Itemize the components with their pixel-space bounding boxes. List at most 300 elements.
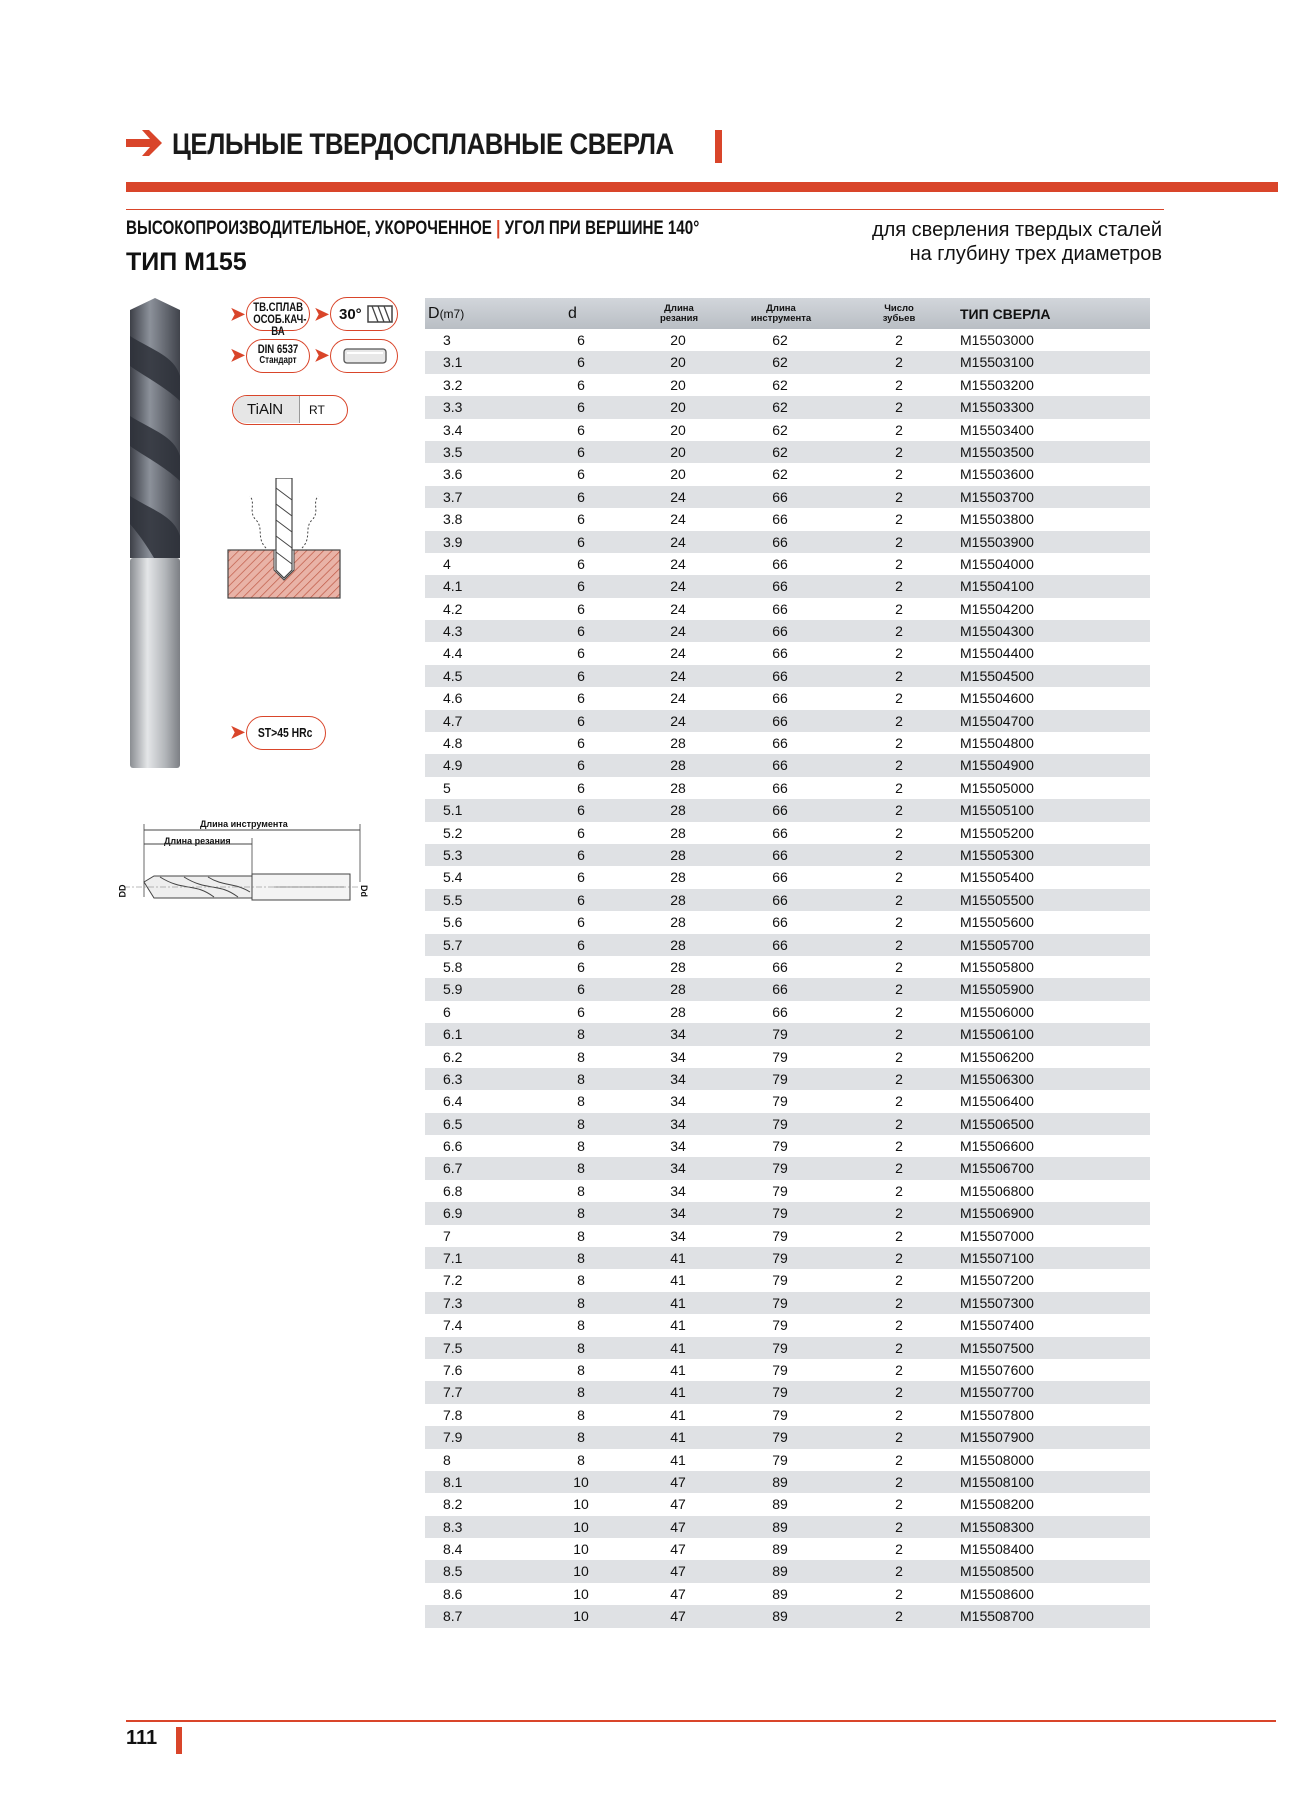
cell-cut-length: 24 <box>670 645 686 662</box>
table-row <box>425 1449 1150 1471</box>
col-D-header <box>428 298 464 329</box>
helix-badge <box>330 297 398 331</box>
cell-code: M15503100 <box>960 354 1034 371</box>
cell-D: 4.6 <box>443 690 463 707</box>
cell-code: M15507300 <box>960 1294 1034 1311</box>
table-row <box>425 351 1150 373</box>
cell-teeth: 2 <box>895 936 903 953</box>
col-cut-line-2: резания <box>659 312 699 324</box>
cell-teeth: 2 <box>895 1115 903 1132</box>
cell-cut-length: 47 <box>670 1518 686 1535</box>
cell-D: 5.9 <box>443 981 463 998</box>
cell-code: M15507000 <box>960 1227 1034 1244</box>
cell-cut-length: 20 <box>670 399 686 416</box>
table-row <box>425 1247 1150 1269</box>
table-row <box>425 1560 1150 1582</box>
cell-d: 6 <box>577 332 585 348</box>
cell-d: 8 <box>577 1160 585 1177</box>
coating-badge <box>232 395 348 425</box>
cell-code: M15503500 <box>960 443 1034 460</box>
cell-teeth: 2 <box>895 511 903 528</box>
cell-cut-length: 24 <box>670 511 686 528</box>
cell-tool-length: 66 <box>772 623 788 640</box>
cell-teeth: 2 <box>895 1518 903 1535</box>
table-row <box>425 1090 1150 1112</box>
cell-cut-length: 28 <box>670 824 686 841</box>
cell-tool-length: 79 <box>772 1406 788 1423</box>
cell-D: 4.7 <box>443 712 463 729</box>
cell-tool-length: 66 <box>772 555 788 572</box>
cell-d: 10 <box>573 1563 589 1580</box>
shank-badge <box>330 339 398 373</box>
cell-d: 6 <box>577 354 585 371</box>
cell-D: 3.8 <box>443 511 463 528</box>
standard-marker-icon: ➤ <box>230 345 246 365</box>
cell-D: 5.2 <box>443 824 463 841</box>
table-row <box>425 463 1150 485</box>
cell-D: 5.5 <box>443 891 463 908</box>
cell-tool-length: 66 <box>772 757 788 774</box>
cell-tool-length: 79 <box>772 1317 788 1334</box>
cell-cut-length: 41 <box>670 1339 686 1356</box>
cell-D: 3 <box>443 332 451 348</box>
cell-tool-length: 66 <box>772 936 788 953</box>
cell-code: M15504500 <box>960 667 1034 684</box>
cell-code: M15503800 <box>960 511 1034 528</box>
cell-D: 6.2 <box>443 1048 463 1065</box>
table-row <box>425 1269 1150 1291</box>
cell-code: M15503600 <box>960 466 1034 483</box>
cell-cut-length: 47 <box>670 1473 686 1490</box>
cell-cut-length: 24 <box>670 600 686 617</box>
cell-d: 6 <box>577 735 585 752</box>
cell-D: 5.1 <box>443 802 463 819</box>
cell-cut-length: 47 <box>670 1608 686 1625</box>
cell-d: 6 <box>577 511 585 528</box>
cell-D: 3.6 <box>443 466 463 483</box>
cell-cut-length: 24 <box>670 667 686 684</box>
cell-D: 3.2 <box>443 376 463 393</box>
cell-d: 8 <box>577 1205 585 1222</box>
cell-tool-length: 66 <box>772 645 788 662</box>
cell-tool-length: 66 <box>772 914 788 931</box>
cell-d: 8 <box>577 1451 585 1468</box>
cell-D: 8.3 <box>443 1518 463 1535</box>
subtitle-separator: | <box>496 218 501 239</box>
cell-teeth: 2 <box>895 667 903 684</box>
table-row <box>425 956 1150 978</box>
cell-cut-length: 24 <box>670 690 686 707</box>
cell-D: 5.8 <box>443 958 463 975</box>
cell-code: M15506800 <box>960 1182 1034 1199</box>
cell-code: M15507100 <box>960 1250 1034 1267</box>
cell-tool-length: 79 <box>772 1227 788 1244</box>
cell-teeth: 2 <box>895 399 903 416</box>
cell-teeth: 2 <box>895 421 903 438</box>
cell-D: 7.7 <box>443 1384 463 1401</box>
cell-d: 8 <box>577 1070 585 1087</box>
cell-tool-length: 66 <box>772 1003 788 1020</box>
cell-cut-length: 47 <box>670 1563 686 1580</box>
cell-D: 3.4 <box>443 421 463 438</box>
cell-teeth: 2 <box>895 1138 903 1155</box>
cell-cut-length: 41 <box>670 1250 686 1267</box>
cell-code: M15505000 <box>960 779 1034 796</box>
cell-cut-length: 34 <box>670 1205 686 1222</box>
cell-tool-length: 66 <box>772 690 788 707</box>
drilling-illustration <box>226 478 342 600</box>
col-D-label: D <box>428 304 440 322</box>
cell-code: M15504600 <box>960 690 1034 707</box>
col-tool-line-1: Длина <box>766 302 796 314</box>
cell-tool-length: 79 <box>772 1250 788 1267</box>
table-row <box>425 732 1150 754</box>
table-row <box>425 1404 1150 1426</box>
cell-cut-length: 28 <box>670 936 686 953</box>
cell-d: 6 <box>577 824 585 841</box>
cell-tool-length: 62 <box>772 421 788 438</box>
cell-tool-length: 62 <box>772 466 788 483</box>
cell-code: M15503700 <box>960 488 1034 505</box>
cell-tool-length: 79 <box>772 1272 788 1289</box>
cell-code: M15508000 <box>960 1451 1034 1468</box>
cell-tool-length: 66 <box>772 846 788 863</box>
cell-cut-length: 34 <box>670 1227 686 1244</box>
cell-D: 4.8 <box>443 735 463 752</box>
page-number: 111 <box>126 1727 158 1749</box>
dimension-diagram <box>124 822 386 912</box>
table-row <box>425 329 1150 351</box>
cell-code: M15503400 <box>960 421 1034 438</box>
cell-teeth: 2 <box>895 1429 903 1446</box>
cell-teeth: 2 <box>895 1003 903 1020</box>
table-row <box>425 1381 1150 1403</box>
helix-icon <box>367 304 393 324</box>
cell-teeth: 2 <box>895 578 903 595</box>
cell-D: 6.4 <box>443 1093 463 1110</box>
cell-cut-length: 41 <box>670 1406 686 1423</box>
cell-cut-length: 24 <box>670 555 686 572</box>
cell-teeth: 2 <box>895 690 903 707</box>
cell-tool-length: 79 <box>772 1070 788 1087</box>
page-number-bar <box>176 1727 182 1754</box>
cell-d: 10 <box>573 1608 589 1625</box>
cell-d: 6 <box>577 555 585 572</box>
cell-d: 6 <box>577 443 585 460</box>
table-row <box>425 1583 1150 1605</box>
cell-teeth: 2 <box>895 1339 903 1356</box>
col-teeth-header <box>874 298 924 329</box>
cell-teeth: 2 <box>895 1070 903 1087</box>
cell-D: 6.7 <box>443 1160 463 1177</box>
cell-cut-length: 47 <box>670 1541 686 1558</box>
cell-teeth: 2 <box>895 1585 903 1602</box>
cell-d: 6 <box>577 421 585 438</box>
cell-tool-length: 66 <box>772 511 788 528</box>
cell-cut-length: 34 <box>670 1026 686 1043</box>
cell-d: 6 <box>577 488 585 505</box>
col-teeth-line-2: зубьев <box>882 312 916 324</box>
cell-code: M15504300 <box>960 623 1034 640</box>
cell-code: M15504700 <box>960 712 1034 729</box>
col-teeth-line-1: Число <box>884 302 914 314</box>
purpose-line-2: на глубину трех диаметров <box>909 243 1162 265</box>
shank-marker-icon: ➤ <box>314 345 330 365</box>
cell-d: 6 <box>577 399 585 416</box>
cell-D: 6.3 <box>443 1070 463 1087</box>
coating-divider <box>299 396 300 423</box>
cell-teeth: 2 <box>895 1182 903 1199</box>
cell-teeth: 2 <box>895 891 903 908</box>
cell-code: M15507900 <box>960 1429 1034 1446</box>
cell-cut-length: 34 <box>670 1115 686 1132</box>
table-row <box>425 665 1150 687</box>
cell-cut-length: 34 <box>670 1070 686 1087</box>
cell-code: M15505100 <box>960 802 1034 819</box>
cell-D: 7.3 <box>443 1294 463 1311</box>
cell-code: M15508300 <box>960 1518 1034 1535</box>
cell-D: 8.7 <box>443 1608 463 1625</box>
standard-line-2: Стандарт <box>259 355 297 366</box>
cell-teeth: 2 <box>895 376 903 393</box>
cell-code: M15505300 <box>960 846 1034 863</box>
cell-tool-length: 66 <box>772 824 788 841</box>
table-row <box>425 822 1150 844</box>
cell-code: M15506900 <box>960 1205 1034 1222</box>
table-row <box>425 620 1150 642</box>
cell-d: 6 <box>577 846 585 863</box>
cell-d: 6 <box>577 757 585 774</box>
table-row <box>425 374 1150 396</box>
cell-teeth: 2 <box>895 846 903 863</box>
cell-teeth: 2 <box>895 1294 903 1311</box>
cell-code: M15505800 <box>960 958 1034 975</box>
cell-code: M15507700 <box>960 1384 1034 1401</box>
cell-tool-length: 62 <box>772 376 788 393</box>
cell-cut-length: 41 <box>670 1429 686 1446</box>
cell-d: 6 <box>577 981 585 998</box>
cell-teeth: 2 <box>895 332 903 348</box>
cell-cut-length: 24 <box>670 712 686 729</box>
cell-code: M15507600 <box>960 1361 1034 1378</box>
table-row <box>425 1202 1150 1224</box>
cell-cut-length: 28 <box>670 735 686 752</box>
cell-tool-length: 66 <box>772 735 788 752</box>
cell-tool-length: 66 <box>772 779 788 796</box>
cell-code: M15508100 <box>960 1473 1034 1490</box>
cell-code: M15503300 <box>960 399 1034 416</box>
cell-D: 8.1 <box>443 1473 463 1490</box>
cell-code: M15506600 <box>960 1138 1034 1155</box>
table-row <box>425 1516 1150 1538</box>
cell-D: 4 <box>443 555 451 572</box>
cell-d: 10 <box>573 1473 589 1490</box>
cell-code: M15505900 <box>960 981 1034 998</box>
cell-D: 8.5 <box>443 1563 463 1580</box>
hardness-marker-icon: ➤ <box>230 722 246 742</box>
table-row <box>425 1046 1150 1068</box>
col-tool-line-2: инструмента <box>750 312 812 324</box>
cell-d: 6 <box>577 533 585 550</box>
hardness-badge <box>246 716 326 750</box>
cell-teeth: 2 <box>895 779 903 796</box>
cell-tool-length: 66 <box>772 958 788 975</box>
cell-d: 8 <box>577 1339 585 1356</box>
cell-teeth: 2 <box>895 1160 903 1177</box>
table-row <box>425 1292 1150 1314</box>
cell-D: 6.1 <box>443 1026 463 1043</box>
cell-tool-length: 79 <box>772 1294 788 1311</box>
page-title: ЦЕЛЬНЫЕ ТВЕРДОСПЛАВНЫЕ СВЕРЛА <box>172 128 674 161</box>
cell-teeth: 2 <box>895 1227 903 1244</box>
cell-teeth: 2 <box>895 824 903 841</box>
cell-cut-length: 34 <box>670 1138 686 1155</box>
cell-teeth: 2 <box>895 1317 903 1334</box>
cell-cut-length: 28 <box>670 914 686 931</box>
table-row <box>425 1493 1150 1515</box>
material-marker-icon: ➤ <box>230 304 246 324</box>
cell-teeth: 2 <box>895 1541 903 1558</box>
title-accent-bar <box>715 130 722 163</box>
cell-D: 8.6 <box>443 1585 463 1602</box>
cell-d: 6 <box>577 376 585 393</box>
cell-d: 6 <box>577 891 585 908</box>
cell-d: 8 <box>577 1227 585 1244</box>
standard-badge <box>246 339 310 373</box>
D-dimension-label: DD <box>117 884 128 898</box>
cell-D: 5.4 <box>443 869 463 886</box>
cell-tool-length: 62 <box>772 332 788 348</box>
table-row <box>425 1225 1150 1247</box>
cell-tool-length: 79 <box>772 1384 788 1401</box>
cell-tool-length: 62 <box>772 443 788 460</box>
cell-cut-length: 20 <box>670 332 686 348</box>
cell-code: M15503000 <box>960 332 1034 348</box>
cell-cut-length: 41 <box>670 1294 686 1311</box>
table-row <box>425 754 1150 776</box>
cell-cut-length: 28 <box>670 869 686 886</box>
cell-d: 10 <box>573 1496 589 1513</box>
table-row <box>425 1471 1150 1493</box>
cell-D: 7.5 <box>443 1339 463 1356</box>
cell-teeth: 2 <box>895 354 903 371</box>
cell-D: 5 <box>443 779 451 796</box>
purpose-text <box>872 218 1162 266</box>
cell-code: M15507500 <box>960 1339 1034 1356</box>
cylinder-shank-icon <box>343 347 387 365</box>
coating-name: TiAlN <box>247 401 284 418</box>
cell-tool-length: 66 <box>772 578 788 595</box>
table-row <box>425 866 1150 888</box>
product-subtitle <box>126 218 699 240</box>
cell-code: M15503900 <box>960 533 1034 550</box>
table-row <box>425 911 1150 933</box>
cell-D: 3.7 <box>443 488 463 505</box>
cell-code: M15507800 <box>960 1406 1034 1423</box>
col-d-header: d <box>568 304 577 322</box>
cell-cut-length: 24 <box>670 533 686 550</box>
cell-cut-length: 41 <box>670 1384 686 1401</box>
cell-D: 6.9 <box>443 1205 463 1222</box>
cell-code: M15503200 <box>960 376 1034 393</box>
table-row <box>425 1113 1150 1135</box>
table-row <box>425 396 1150 418</box>
cell-code: M15504400 <box>960 645 1034 662</box>
cell-code: M15506100 <box>960 1026 1034 1043</box>
col-tool-length-header <box>741 298 821 329</box>
cell-tool-length: 79 <box>772 1093 788 1110</box>
table-row <box>425 1068 1150 1090</box>
cell-d: 10 <box>573 1541 589 1558</box>
cell-code: M15507200 <box>960 1272 1034 1289</box>
hardness-text: ST>45 HRc <box>257 725 313 740</box>
material-line-2: ОСОБ.КАЧ-ВА <box>253 312 307 338</box>
header-rule <box>126 182 1278 192</box>
cell-d: 6 <box>577 645 585 662</box>
cell-tool-length: 89 <box>772 1585 788 1602</box>
col-D-sublabel: (m7) <box>439 306 465 321</box>
cell-tool-length: 66 <box>772 802 788 819</box>
cell-d: 8 <box>577 1384 585 1401</box>
table-row <box>425 934 1150 956</box>
table-row <box>425 1337 1150 1359</box>
cell-teeth: 2 <box>895 600 903 617</box>
cell-D: 7.1 <box>443 1250 463 1267</box>
cell-teeth: 2 <box>895 757 903 774</box>
cell-tool-length: 66 <box>772 712 788 729</box>
cell-code: M15504000 <box>960 555 1034 572</box>
cell-D: 7.4 <box>443 1317 463 1334</box>
cell-teeth: 2 <box>895 533 903 550</box>
cell-cut-length: 20 <box>670 354 686 371</box>
cell-D: 4.2 <box>443 600 463 617</box>
cell-cut-length: 28 <box>670 891 686 908</box>
cell-code: M15506300 <box>960 1070 1034 1087</box>
cell-cut-length: 47 <box>670 1496 686 1513</box>
cell-D: 6.6 <box>443 1138 463 1155</box>
table-row <box>425 553 1150 575</box>
table-row <box>425 441 1150 463</box>
cell-d: 8 <box>577 1429 585 1446</box>
cell-teeth: 2 <box>895 1608 903 1625</box>
cell-d: 6 <box>577 1003 585 1020</box>
table-row <box>425 978 1150 1000</box>
cell-cut-length: 24 <box>670 623 686 640</box>
cell-teeth: 2 <box>895 1361 903 1378</box>
cell-cut-length: 20 <box>670 421 686 438</box>
subtitle-part-b: УГОЛ ПРИ ВЕРШИНЕ 140° <box>504 218 700 239</box>
table-row <box>425 844 1150 866</box>
cell-cut-length: 41 <box>670 1361 686 1378</box>
cell-teeth: 2 <box>895 735 903 752</box>
table-row <box>425 642 1150 664</box>
cell-code: M15504800 <box>960 735 1034 752</box>
cell-tool-length: 89 <box>772 1473 788 1490</box>
cell-d: 6 <box>577 958 585 975</box>
cell-code: M15504900 <box>960 757 1034 774</box>
cell-d: 8 <box>577 1406 585 1423</box>
table-row <box>425 687 1150 709</box>
cell-tool-length: 66 <box>772 869 788 886</box>
cell-teeth: 2 <box>895 981 903 998</box>
table-row <box>425 598 1150 620</box>
cell-tool-length: 79 <box>772 1115 788 1132</box>
cell-tool-length: 89 <box>772 1563 788 1580</box>
cell-teeth: 2 <box>895 443 903 460</box>
arrow-right-icon <box>124 126 166 160</box>
cell-D: 5.6 <box>443 914 463 931</box>
cell-tool-length: 66 <box>772 981 788 998</box>
